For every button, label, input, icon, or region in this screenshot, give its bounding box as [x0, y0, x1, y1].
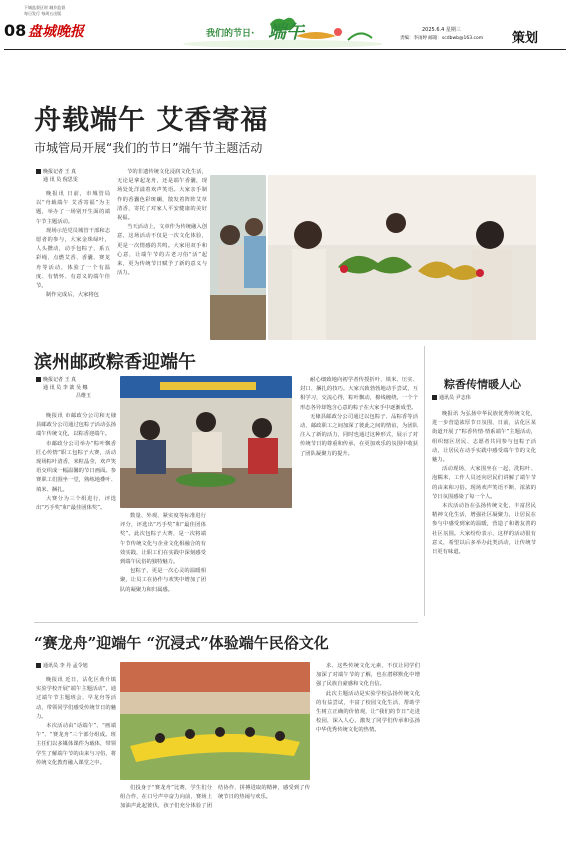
- article1-col2: [117, 168, 207, 338]
- article2-col1-p3: 大赛分为三个组进行，评选出“巧手奖”和“最佳团体奖”。: [36, 495, 116, 512]
- editor-line: 责编：李雨婷 邮箱：scdbwb@163.com: [400, 36, 484, 41]
- article1-byline: [36, 168, 116, 184]
- issn-line-2: 每日发行 每周五出版: [24, 11, 62, 16]
- article2-byline: [36, 376, 116, 400]
- article3-col3: [316, 662, 420, 832]
- article1-col2-p1: 节的非遗传统文化浸润文化生活，无论是拿起龙舟，还是端午香囊，现场处处洋溢着欢声笑语。大家亲手制作的香囊色彩斑斓，散发着阵阵艾草清香，寄托了对家人平安健康的美好祝福。: [117, 169, 207, 222]
- article3-col2: [120, 784, 310, 832]
- article2-photo: [120, 376, 292, 508]
- article3-col3-p2: 此次主题活动是实验学校弘扬传统文化的有益尝试，丰富了校园文化生活，帮助学生树立正确的价值观，让“我们的节日”走进校园，深入人心，激发了同学们传承和弘扬中华优秀传统文化的热情。: [316, 690, 420, 734]
- masthead-rule: [4, 49, 566, 50]
- sidebar-byline-text: 通讯员 尹志伟: [439, 395, 471, 401]
- sidebar-byline: [432, 394, 471, 402]
- article3-col1-p1: 晚报讯 近日，沾化区黄升镇实验学校开展“端午主题活动”，通过端午节主题班会、早龙舟等活动，带领同学们感受传统节日的魅力。: [36, 677, 116, 720]
- sidebar-p1: 晚报讯 为弘扬中华民族优秀传统文化，进一步营造浓厚节日氛围，日前，沾化区某街道开展了“粽香传情·情系端午”主题活动，组织辖区居民、志愿者共同参与包粽子活动，让居民在动手实践中感受端午节的文化魅力。: [432, 411, 536, 464]
- dragon-boat-craft-photo: [210, 175, 266, 340]
- article3-col3-p1: 求、这些传统文化元素，不仅让同学们加深了对端午节的了解，也在潜移默化中增强了民族自豪感和文化自信。: [316, 663, 420, 688]
- byline-correspondent: 通 讯 员 倪思雯: [43, 177, 78, 183]
- article3-byline-text: 通讯员 李 丹 孟令旭: [43, 663, 88, 669]
- article1-col1-p2: 现场示范党员城管干部和志愿者的参与，大家金珠绿叶，人头攒动，动手包粽子、系五彩绳、点燃艾香、香囊、赛龙舟等活动，体验了一个有温度、有情怀、有意义的端午佳节。: [36, 227, 110, 290]
- page-number: 08: [4, 21, 27, 40]
- article1-photo-left: [210, 175, 266, 340]
- article3-col1: [36, 676, 116, 832]
- article3-photo: [120, 662, 310, 780]
- article3-col1-p2: 本次活动由“话端午”、“画端午”、“赛龙舟”三个部分组成。班主任们以多媒体课件为载体，带领学生了解端午节的由来与习俗，将传统文化教育融入课堂之中。: [36, 723, 116, 766]
- article2-col4-p1: 耐心细致地向初学者传授折叶、填米、压实、封口、捆扎的技巧。大家兴致勃勃地动手尝试，互相学习，交流心得，粽叶飘动，棉线缠绕，一个个形态各异却饱含心意的粽子在大家手中逐渐成型。: [300, 377, 418, 411]
- byline-reporter: 晚报记者 王 真: [43, 377, 77, 383]
- masthead: [0, 0, 569, 56]
- article3-headline: “赛龙舟”迎端午 “沉浸式”体验端午民俗文化: [34, 634, 329, 652]
- article1-photo-main: [268, 175, 536, 340]
- sidebar-p2: 活动现场，大家围坐在一起，洗粽叶、泡糯米，工作人员还向居民们讲解了端午节的由来和习俗。现场欢声笑语不断，浓浓的节日氛围感染了每一个人。: [432, 466, 536, 500]
- article2-col1: [36, 412, 116, 612]
- article2-col4: [300, 376, 418, 612]
- byline-marker: [36, 663, 41, 668]
- byline-reporter: 晚报记者 王 真: [43, 169, 77, 175]
- sidebar-divider: [424, 346, 425, 616]
- article2-col1-p2: 市邮政分公司举办“粽叶飘香 匠心传情”职工包粽子大赛，活动现场粽叶清香，米粒晶莹，欢声笑语交织成一幅温馨的节日画面。参赛职工们围坐一堂，熟练地叠叶、填米、捆扎。: [36, 440, 116, 493]
- article1-col1: [36, 190, 110, 340]
- article3-col2-p1: 们投身于“赛龙舟”比赛，学生们分组合作，在口号声中奋力向前，赛场上加油声此起彼伏，孩子们充分体验了团结协作、拼搏进取的精神，感受到了传统节日的热闹与欢乐。: [120, 785, 310, 810]
- article2-headline: 滨州邮政粽香迎端午: [34, 352, 196, 373]
- section-script: 端午: [268, 22, 304, 43]
- issn-line-1: 下城监督区时 城乡监督: [24, 5, 66, 10]
- paper-name: 盘城晚报: [28, 24, 84, 40]
- byline-correspondent-extra: 吕维玉: [76, 393, 92, 399]
- byline-marker: [432, 395, 437, 400]
- article3-byline: [36, 662, 88, 670]
- article1-headline: 舟载端午 艾香寄福: [34, 105, 269, 136]
- article2-col2-p2: 包粽子，更是一次心灵的温暖相聚，让员工在协作与欢笑中增加了团队的凝聚力和归属感。: [120, 568, 206, 593]
- section-tab: 策划: [512, 31, 539, 46]
- article1-subhead: 市城管局开展“我们的节日”端午节主题活动: [34, 141, 263, 155]
- section-banner-text: 我们的节日·: [206, 29, 255, 39]
- article3-top-rule: [34, 622, 418, 623]
- issue-date: 2025.6.4 星期三: [422, 27, 461, 33]
- article1-col1-p3: 制作完成后，大家将包: [46, 292, 99, 299]
- article2-col1-p1: 晚报讯 市邮政分公司和无棣县邮政分公司通过包粽子活动弘扬端午传统文化，以粽香迎端午。: [36, 413, 116, 438]
- article2-col2: [120, 512, 206, 612]
- section-banner: [178, 12, 388, 48]
- byline-marker: [36, 377, 41, 382]
- byline-marker: [36, 169, 41, 174]
- article1-col2-p2: 当天活动上，文章作为传统融入创意，这场活动不仅是一次文化体验，更是一次情感的共鸣。大家用双手和心意，让端午节的古老习俗“活”起来，更为传统节日赋予了新的意义与活力。: [117, 224, 207, 277]
- zongzi-making-photo: [120, 376, 292, 508]
- sidebar-body: [432, 410, 536, 806]
- article2-col3: [210, 512, 294, 612]
- byline-correspondents: 通 讯 员 李 歆 吴 娜: [43, 385, 88, 391]
- dragon-boat-ornaments-photo: [268, 175, 536, 340]
- sidebar-headline: 粽香传情暖人心: [444, 378, 521, 391]
- article1-col1-p1: 晚报讯 日前，市城管局以“舟载端午 艾香寄福”为主题，举办了一场别开生面的端午节主题活动。: [36, 191, 110, 225]
- sidebar-p3: 本次活动旨在弘扬传统文化，丰富居民精神文化生活，增强社区凝聚力，让居民在参与中感受到家的温暖，营造了和谐友善的社区氛围。大家纷纷表示，这样的活动很有意义，希望以后多举办此类活动，让传统节日更有味道。: [432, 503, 536, 556]
- dry-land-dragon-boat-photo: [120, 662, 310, 780]
- article2-col4-p2: 无棣县邮政分公司通过以包粽子、品粽香等活动，邮政职工之间加深了彼此之间的情谊，为团队注入了新的活力，同时也通过这种形式，展示了对传统节日的尊重和传承，在更加欢乐的氛围中收获了团队凝聚力的提升。: [300, 413, 418, 457]
- article2-col2-p1: 数量、外观、紧实度等标准进行评分，评选出“巧手奖”和“最佳团体奖”。此次包粽子大赛，是一次将端午节传统文化与企业文化相融合的有效实践，让职工们在实践中深刻感受到端午民俗的独特魅力。: [120, 513, 206, 566]
